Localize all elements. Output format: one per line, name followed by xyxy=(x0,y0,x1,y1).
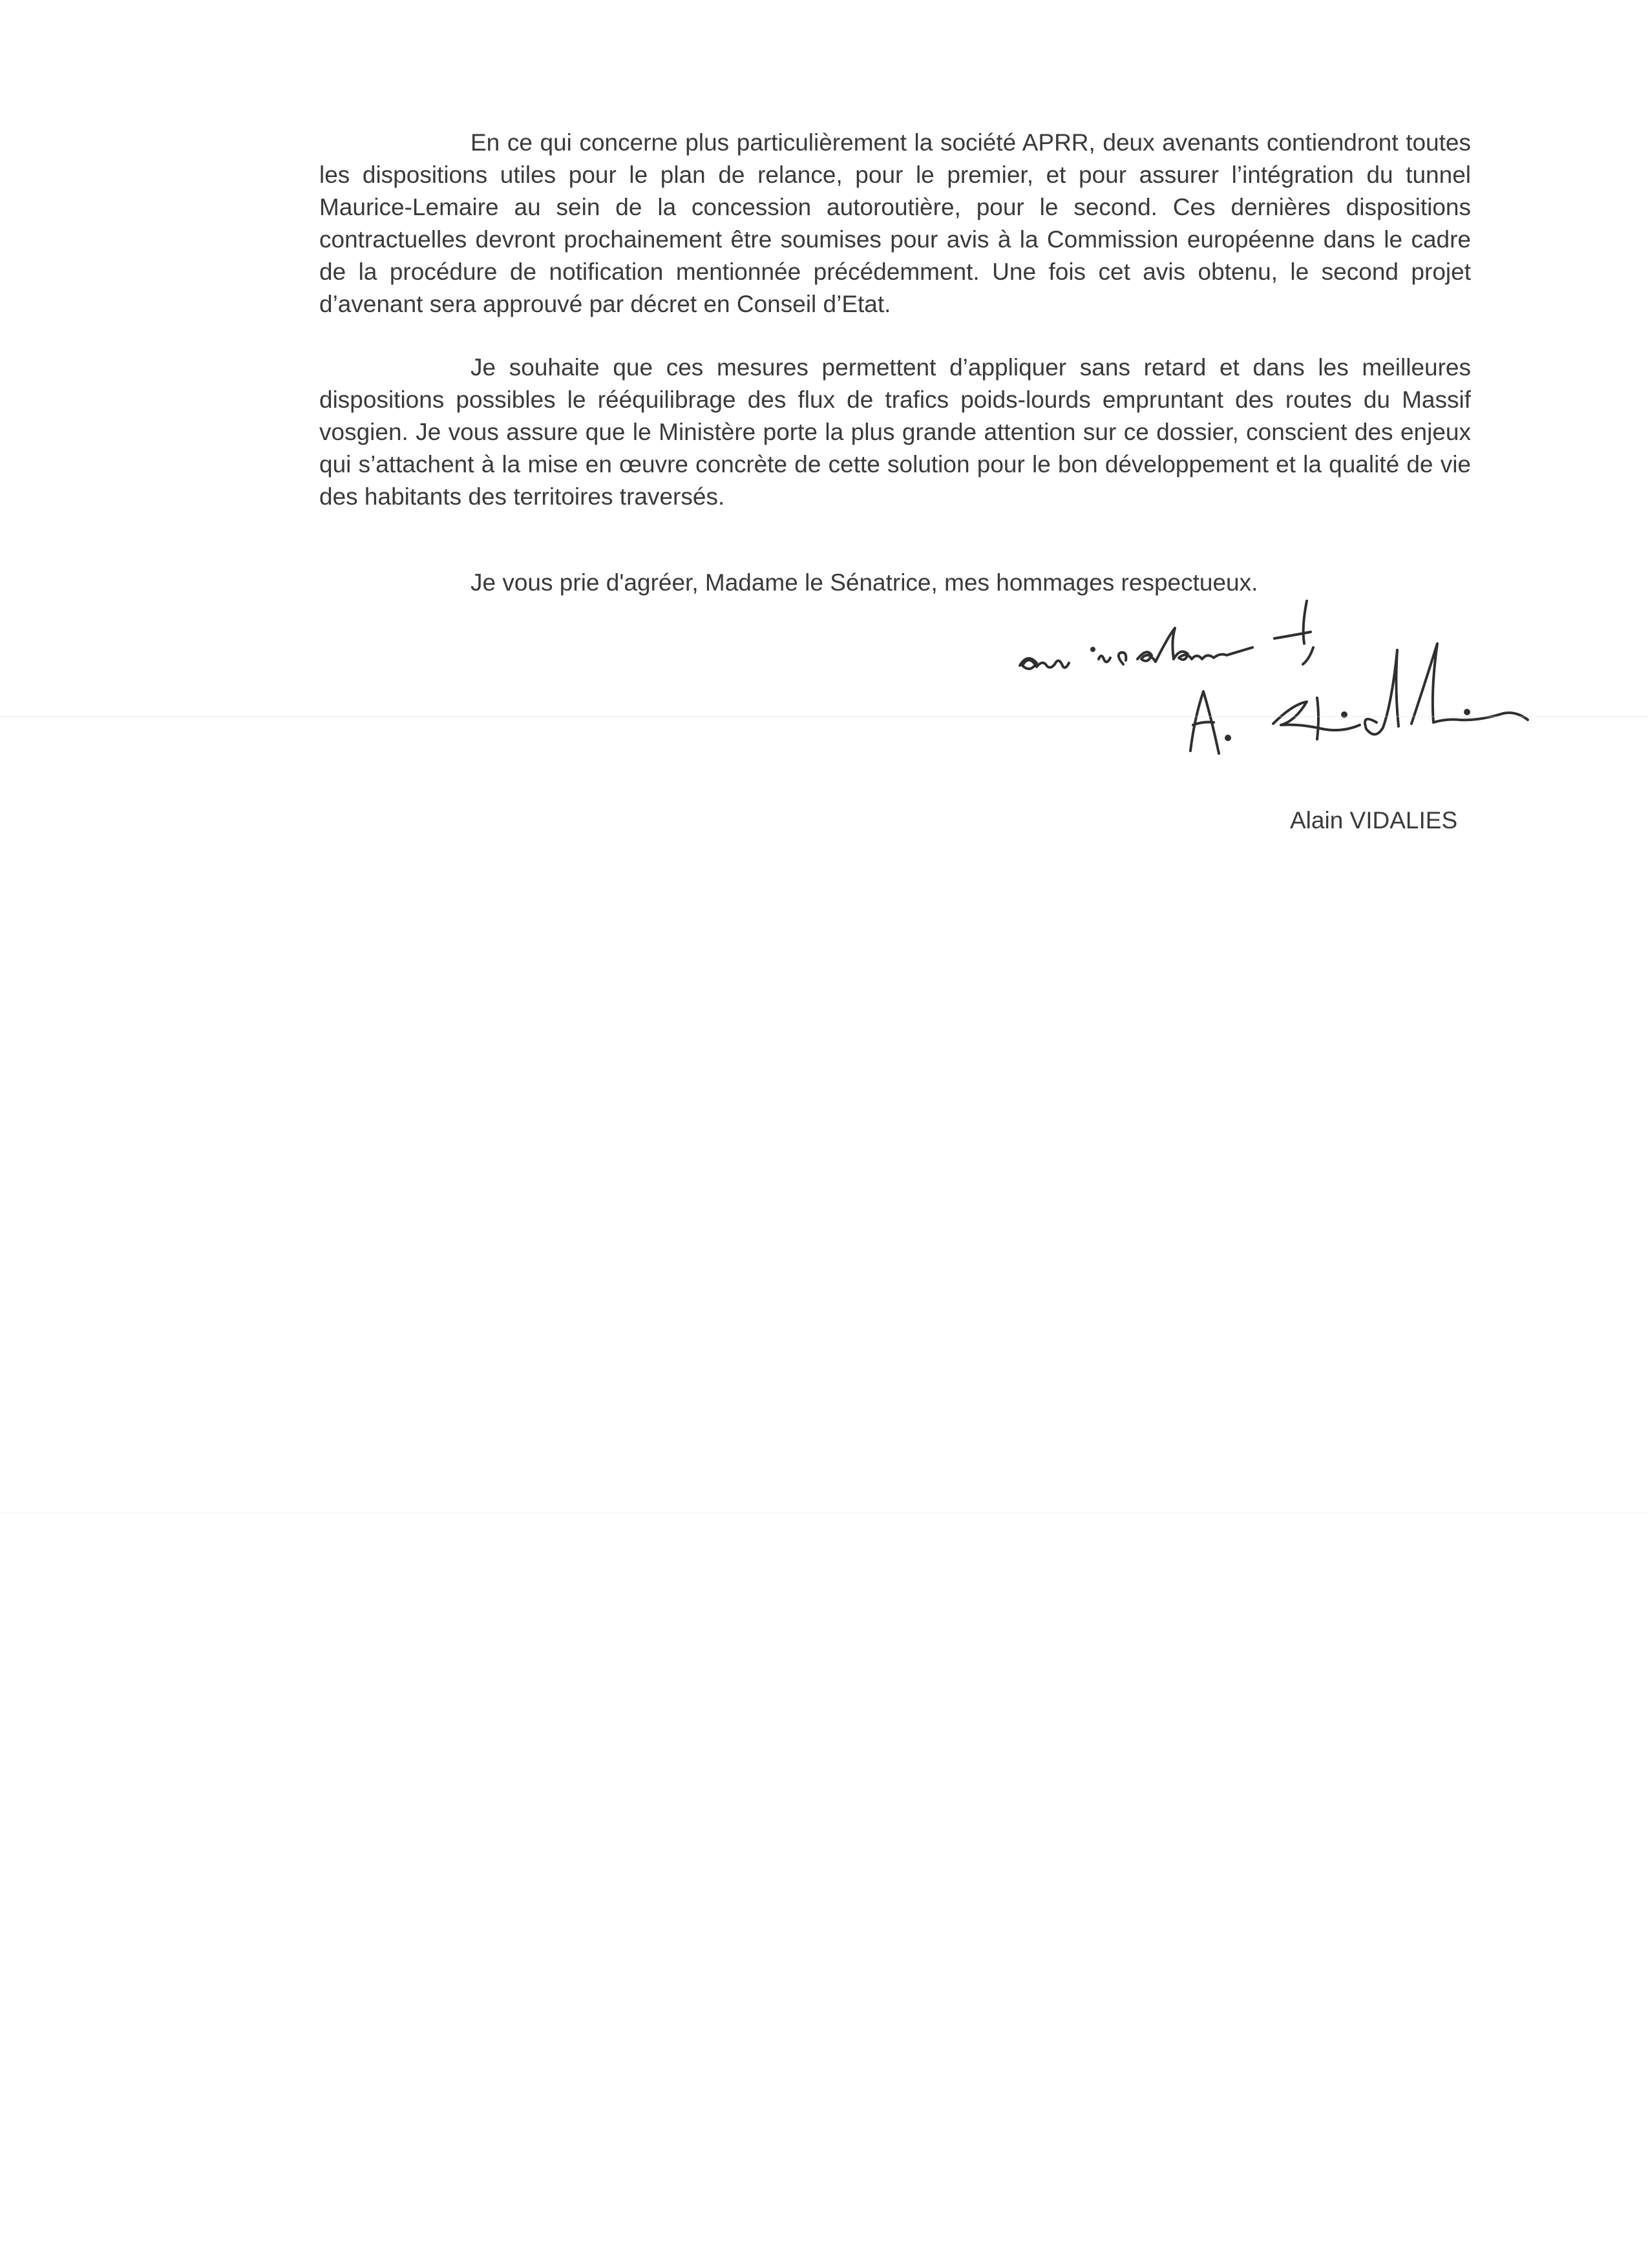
closing-formula: Je vous prie d'agréer, Madame le Sénatrice, mes hommages respectueux. xyxy=(470,569,1258,596)
paragraph-measures: Je souhaite que ces mesures permettent d’appliquer sans retard et dans les meilleures dispositions possibles le rééquilibrage des flux de trafics poids-lourds empruntant des routes du Massif vosgien. Je vous assure que le Ministère porte la plus grande attention sur ce dossier, conscient des enjeux qui s’attachent à la mise en œuvre concrète de cette solution pour le bon développement et la qualité de vie des habitants des territoires traversés. xyxy=(319,354,1471,510)
scan-artifact-line xyxy=(0,716,1648,717)
letter-body xyxy=(319,127,1471,513)
signatory-name: Alain VIDALIES xyxy=(1290,807,1458,834)
handwritten-signature xyxy=(1008,569,1590,801)
scan-artifact-line xyxy=(0,1512,1648,1513)
paragraph-aprr: En ce qui concerne plus particulièrement la société APRR, deux avenants contiendront toutes les dispositions utiles pour le plan de relance, pour le premier, et pour assurer l’intégration du tunnel Maurice-Lemaire au sein de la concession autoroutière, pour le second. Ces dernières dispositions contractuelles devront prochainement être soumises pour avis à la Commission européenne dans le cadre de la procédure de notification mentionnée précédemment. Une fois cet avis obtenu, le second projet d’avenant sera approuvé par décret en Conseil d’Etat. xyxy=(319,129,1471,317)
